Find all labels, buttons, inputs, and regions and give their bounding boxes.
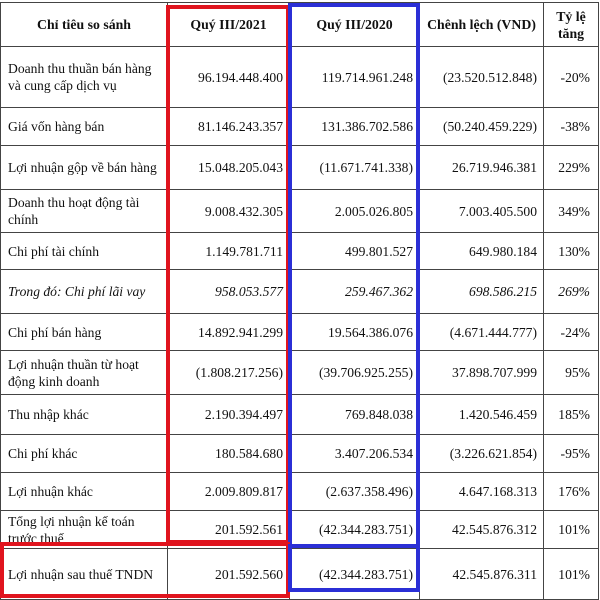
cell-q3-2020: (2.637.358.496) <box>290 473 420 511</box>
table-row <box>1 146 599 190</box>
table-header-row <box>1 3 599 47</box>
table-row <box>1 233 599 270</box>
row-label: Chi phí tài chính <box>1 233 168 270</box>
row-label: Lợi nhuận khác <box>1 473 168 511</box>
cell-q3-2021: 1.149.781.711 <box>168 233 290 270</box>
cell-q3-2021: 201.592.560 <box>168 549 290 600</box>
cell-difference: (50.240.459.229) <box>420 108 544 146</box>
table-row <box>1 511 599 549</box>
table-row <box>1 190 599 233</box>
header-q3-2021: Quý III/2021 <box>168 3 290 47</box>
cell-q3-2020: (11.671.741.338) <box>290 146 420 190</box>
cell-difference: 37.898.707.999 <box>420 351 544 395</box>
table-row <box>1 549 599 600</box>
cell-q3-2021: (1.808.217.256) <box>168 351 290 395</box>
cell-growth-rate: 130% <box>544 233 599 270</box>
cell-growth-rate: -38% <box>544 108 599 146</box>
cell-q3-2021: 958.053.577 <box>168 270 290 314</box>
cell-growth-rate: 185% <box>544 395 599 435</box>
cell-difference: (3.226.621.854) <box>420 435 544 473</box>
cell-q3-2020: (42.344.283.751) <box>290 549 420 600</box>
cell-q3-2020: (42.344.283.751) <box>290 511 420 549</box>
row-label: Doanh thu thuần bán hàng và cung cấp dịch vụ <box>1 47 168 108</box>
cell-q3-2020: 119.714.961.248 <box>290 47 420 108</box>
cell-q3-2020: 769.848.038 <box>290 395 420 435</box>
cell-q3-2021: 81.146.243.357 <box>168 108 290 146</box>
cell-q3-2021: 15.048.205.043 <box>168 146 290 190</box>
cell-q3-2020: (39.706.925.255) <box>290 351 420 395</box>
cell-growth-rate: -20% <box>544 47 599 108</box>
cell-q3-2020: 19.564.386.076 <box>290 314 420 351</box>
cell-q3-2021: 180.584.680 <box>168 435 290 473</box>
cell-q3-2020: 259.467.362 <box>290 270 420 314</box>
cell-q3-2021: 2.190.394.497 <box>168 395 290 435</box>
cell-q3-2021: 14.892.941.299 <box>168 314 290 351</box>
header-q3-2020: Quý III/2020 <box>290 3 420 47</box>
cell-difference: 1.420.546.459 <box>420 395 544 435</box>
cell-difference: 7.003.405.500 <box>420 190 544 233</box>
cell-difference: (23.520.512.848) <box>420 47 544 108</box>
table-row <box>1 47 599 108</box>
cell-q3-2021: 9.008.432.305 <box>168 190 290 233</box>
row-label: Trong đó: Chi phí lãi vay <box>1 270 168 314</box>
cell-difference: 42.545.876.311 <box>420 549 544 600</box>
cell-growth-rate: -95% <box>544 435 599 473</box>
cell-q3-2021: 201.592.561 <box>168 511 290 549</box>
cell-difference: 698.586.215 <box>420 270 544 314</box>
row-label: Chi phí bán hàng <box>1 314 168 351</box>
cell-q3-2021: 2.009.809.817 <box>168 473 290 511</box>
table-row <box>1 435 599 473</box>
cell-growth-rate: 229% <box>544 146 599 190</box>
row-label: Lợi nhuận thuần từ hoạt động kinh doanh <box>1 351 168 395</box>
cell-q3-2021: 96.194.448.400 <box>168 47 290 108</box>
cell-difference: 26.719.946.381 <box>420 146 544 190</box>
cell-growth-rate: 176% <box>544 473 599 511</box>
cell-growth-rate: 95% <box>544 351 599 395</box>
row-label: Chi phí khác <box>1 435 168 473</box>
table-row <box>1 473 599 511</box>
cell-growth-rate: -24% <box>544 314 599 351</box>
table-row <box>1 270 599 314</box>
cell-growth-rate: 269% <box>544 270 599 314</box>
cell-difference: (4.671.444.777) <box>420 314 544 351</box>
financial-comparison-table <box>0 2 599 600</box>
cell-growth-rate: 101% <box>544 549 599 600</box>
cell-q3-2020: 3.407.206.534 <box>290 435 420 473</box>
cell-difference: 4.647.168.313 <box>420 473 544 511</box>
cell-q3-2020: 2.005.026.805 <box>290 190 420 233</box>
table-row <box>1 108 599 146</box>
row-label: Lợi nhuận gộp về bán hàng <box>1 146 168 190</box>
cell-q3-2020: 499.801.527 <box>290 233 420 270</box>
row-label: Giá vốn hàng bán <box>1 108 168 146</box>
cell-difference: 42.545.876.312 <box>420 511 544 549</box>
row-label: Doanh thu hoạt động tài chính <box>1 190 168 233</box>
row-label: Thu nhập khác <box>1 395 168 435</box>
header-growth-rate: Tỷ lệ tăng <box>544 3 599 47</box>
row-label: Lợi nhuận sau thuế TNDN <box>1 549 168 600</box>
table-row <box>1 314 599 351</box>
cell-q3-2020: 131.386.702.586 <box>290 108 420 146</box>
header-metric: Chỉ tiêu so sánh <box>1 3 168 47</box>
row-label: Tổng lợi nhuận kế toán trước thuế <box>1 511 168 549</box>
cell-difference: 649.980.184 <box>420 233 544 270</box>
table-row <box>1 395 599 435</box>
table-row <box>1 351 599 395</box>
cell-growth-rate: 101% <box>544 511 599 549</box>
cell-growth-rate: 349% <box>544 190 599 233</box>
header-difference: Chênh lệch (VND) <box>420 3 544 47</box>
